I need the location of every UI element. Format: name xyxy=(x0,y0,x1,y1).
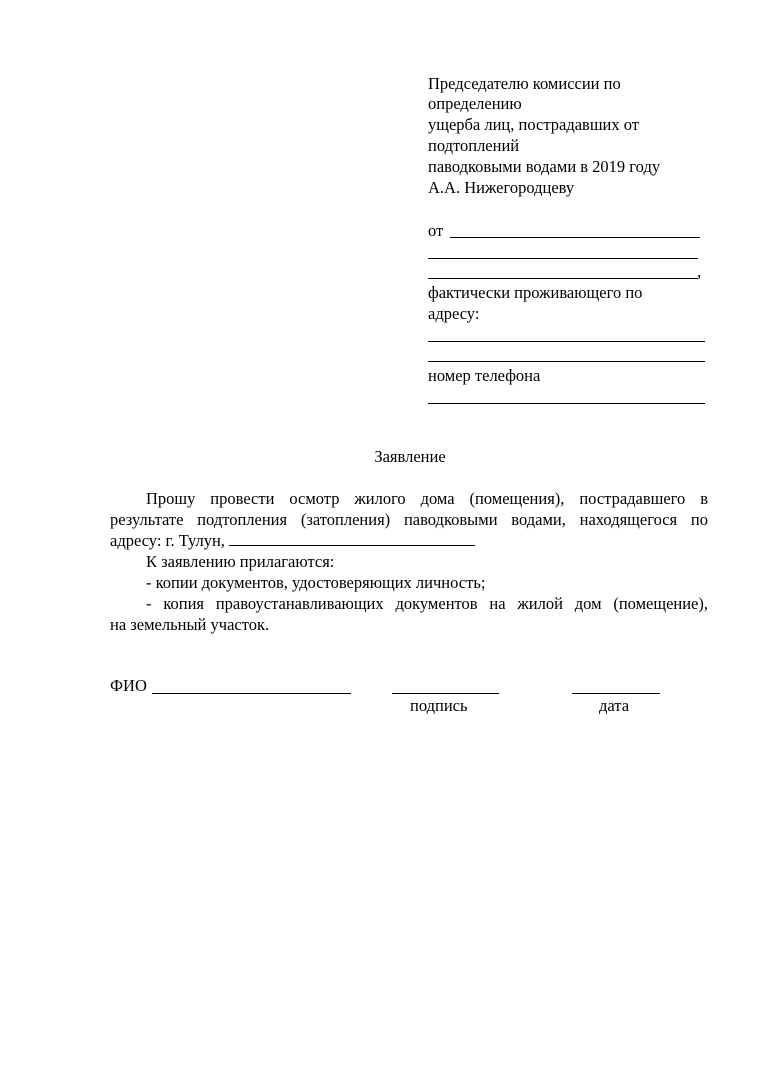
address-field-1[interactable] xyxy=(428,341,705,342)
addressee-line: паводковыми водами в 2019 году xyxy=(428,157,661,176)
paragraph-line: Прошу провести осмотр жилого дома (помещения), пострадавшего в xyxy=(146,489,708,508)
phone-label: номер телефона xyxy=(428,366,541,385)
applicant-name-field-3[interactable] xyxy=(428,278,698,279)
address-prefix: адресу: г. Тулун, xyxy=(110,531,225,550)
residence-label: адресу: xyxy=(428,304,480,323)
signature-label: подпись xyxy=(410,696,468,715)
address-field-2[interactable] xyxy=(428,361,705,362)
addressee-line: определению xyxy=(428,94,522,113)
address-blank[interactable] xyxy=(229,531,475,546)
fio-field[interactable] xyxy=(152,693,351,694)
paragraph-line: результате подтопления (затопления) паводковыми водами, находящегося по xyxy=(110,510,708,529)
fio-label: ФИО xyxy=(110,676,147,695)
addressee-line: ущерба лиц, пострадавших от xyxy=(428,115,639,134)
residence-label: фактически проживающего по xyxy=(428,283,643,302)
from-label: от xyxy=(428,221,444,240)
attachment-item: - копии документов, удостоверяющих личность; xyxy=(146,573,486,592)
addressee-line: подтоплений xyxy=(428,136,520,155)
document-title: Заявление xyxy=(374,447,446,466)
addressee-line: Председателю комиссии по xyxy=(428,74,621,93)
date-label: дата xyxy=(599,696,630,715)
attachments-intro: К заявлению прилагаются: xyxy=(146,552,335,571)
addressee-line: А.А. Нижегородцеву xyxy=(428,178,575,197)
attachment-item: - копия правоустанавливающих документов на жилой дом (помещение), xyxy=(146,594,708,613)
comma: , xyxy=(697,262,702,281)
date-field[interactable] xyxy=(572,693,660,694)
attachment-item-continued: на земельный участок. xyxy=(110,615,270,634)
paragraph-line xyxy=(110,531,475,551)
signature-field[interactable] xyxy=(392,693,499,694)
applicant-name-field-1[interactable] xyxy=(450,237,700,238)
phone-field[interactable] xyxy=(428,403,705,404)
applicant-name-field-2[interactable] xyxy=(428,258,698,259)
